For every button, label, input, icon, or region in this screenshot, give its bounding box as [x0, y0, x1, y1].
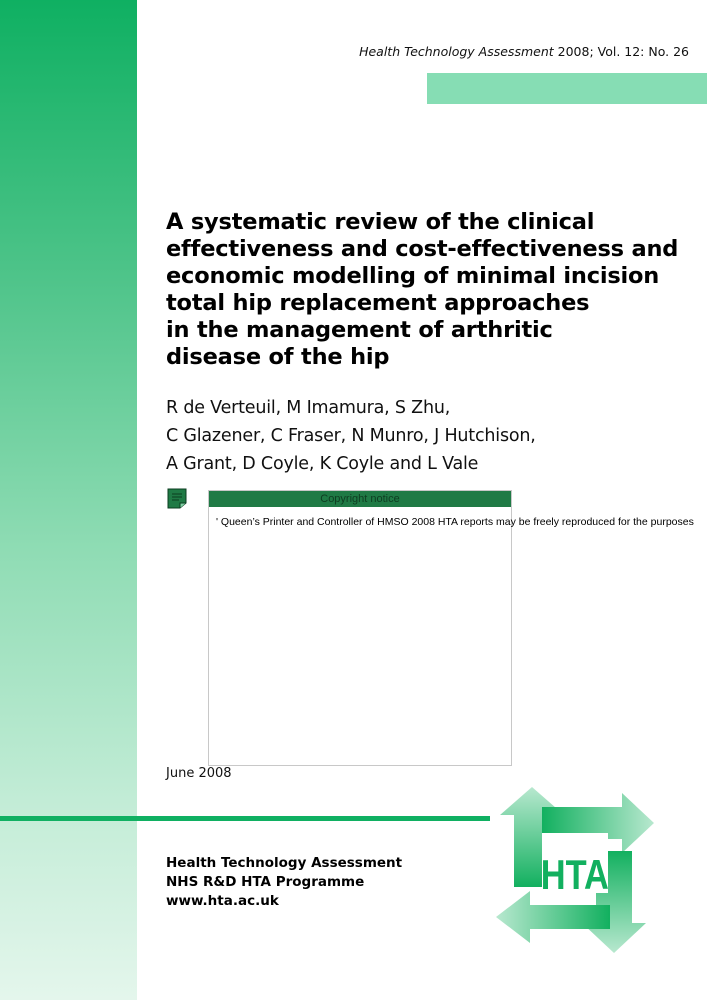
- divider-rule: [0, 816, 490, 821]
- publisher-info: [166, 854, 402, 911]
- copyright-popup-title: Copyright notice: [209, 491, 511, 507]
- green-gradient-sidebar: [0, 0, 137, 1000]
- journal-name: Health Technology Assessment: [359, 44, 554, 59]
- title-line: effectiveness and cost-effectiveness and: [166, 236, 679, 262]
- journal-volume: 2008; Vol. 12: No. 26: [553, 44, 689, 59]
- author-line: C Glazener, C Fraser, N Munro, J Hutchison,: [166, 426, 536, 446]
- note-annotation-icon[interactable]: [167, 488, 187, 509]
- publication-date: June 2008: [166, 766, 232, 781]
- publisher-line: NHS R&D HTA Programme: [166, 874, 365, 890]
- header-band: [427, 73, 707, 104]
- publisher-line: Health Technology Assessment: [166, 855, 403, 871]
- author-list: [166, 394, 686, 478]
- title-line: economic modelling of minimal incision: [166, 263, 660, 289]
- publisher-website: www.hta.ac.uk: [166, 893, 279, 909]
- title-line: disease of the hip: [166, 344, 390, 370]
- copyright-popup[interactable]: [208, 490, 512, 766]
- journal-citation: [359, 44, 689, 59]
- report-title: [166, 209, 686, 371]
- author-line: R de Verteuil, M Imamura, S Zhu,: [166, 398, 451, 418]
- title-line: A systematic review of the clinical: [166, 209, 595, 235]
- copyright-text: ' Queen’s Printer and Controller of HMSO 2008 HTA reports may be freely reproduced for the purposes: [216, 516, 694, 528]
- title-line: in the management of arthritic: [166, 317, 553, 343]
- logo-text: HTA: [540, 851, 609, 899]
- title-line: total hip replacement approaches: [166, 290, 590, 316]
- author-line: A Grant, D Coyle, K Coyle and L Vale: [166, 454, 479, 474]
- hta-logo: [492, 787, 659, 953]
